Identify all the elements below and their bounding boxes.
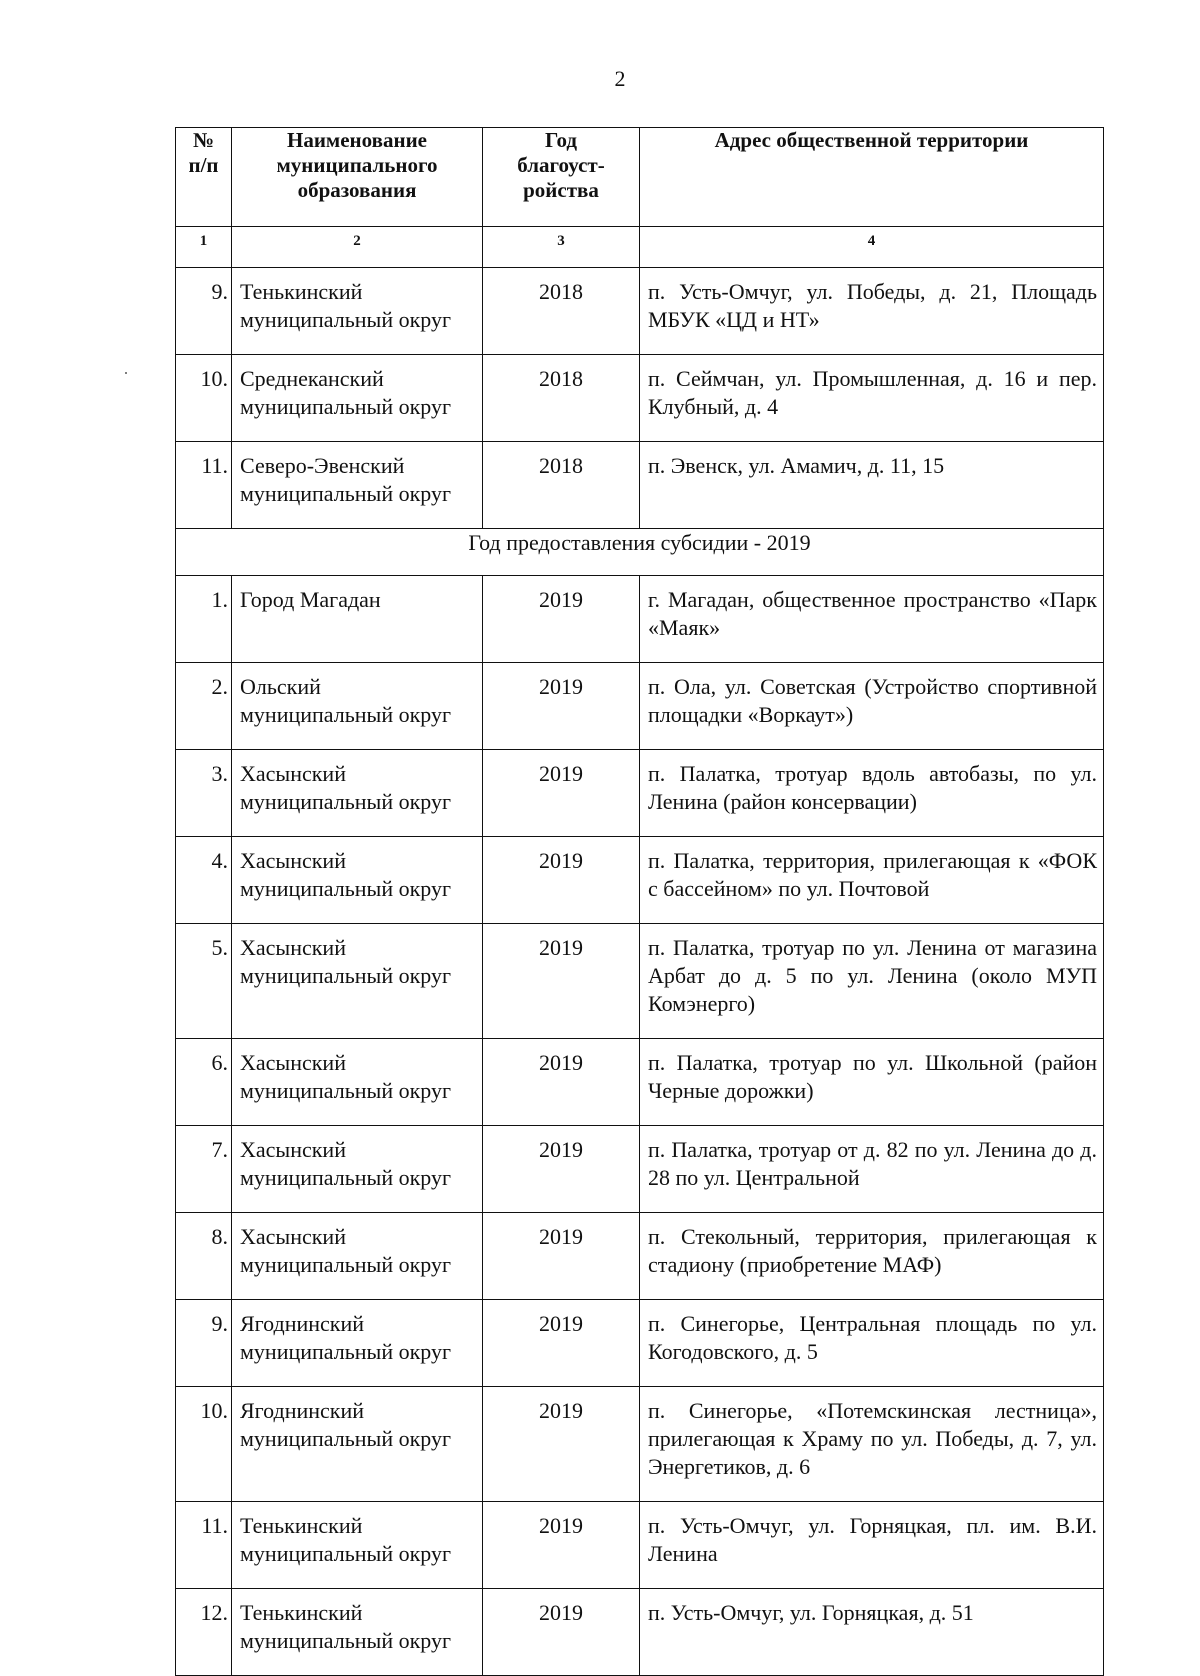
year-cell: 2019	[483, 663, 640, 750]
address-cell: г. Магадан, общественное пространство «Парк «Маяк»	[640, 576, 1104, 663]
row-number: 6.	[176, 1039, 232, 1126]
municipality-name: Хасынский муниципальный округ	[232, 1213, 483, 1300]
year-cell: 2018	[483, 268, 640, 355]
header-address: Адрес общественной территории	[640, 128, 1104, 227]
municipality-name: Ягоднинский муниципальный округ	[232, 1300, 483, 1387]
municipality-name: Город Магадан	[232, 576, 483, 663]
column-number-row	[176, 227, 1104, 268]
address-cell: п. Синегорье, Центральная площадь по ул. Когодовского, д. 5	[640, 1300, 1104, 1387]
address-cell: п. Палатка, тротуар от д. 82 по ул. Ленина до д. 28 по ул. Центральной	[640, 1126, 1104, 1213]
address-cell: п. Усть-Омчуг, ул. Победы, д. 21, Площадь МБУК «ЦД и НТ»	[640, 268, 1104, 355]
year-cell: 2019	[483, 1589, 640, 1676]
year-cell: 2019	[483, 750, 640, 837]
table-row	[176, 924, 1104, 1039]
table-row	[176, 1387, 1104, 1502]
municipality-name: Хасынский муниципальный округ	[232, 1039, 483, 1126]
municipality-name: Тенькинский муниципальный округ	[232, 1589, 483, 1676]
municipality-name: Хасынский муниципальный округ	[232, 837, 483, 924]
table-row	[176, 1502, 1104, 1589]
year-cell: 2018	[483, 355, 640, 442]
row-number: 5.	[176, 924, 232, 1039]
row-number: 10.	[176, 355, 232, 442]
scan-dot	[125, 372, 127, 374]
column-number: 3	[483, 227, 640, 268]
municipality-name: Ягоднинский муниципальный округ	[232, 1387, 483, 1502]
table-row	[176, 1126, 1104, 1213]
column-number: 4	[640, 227, 1104, 268]
address-cell: п. Усть-Омчуг, ул. Горняцкая, пл. им. В.И. Ленина	[640, 1502, 1104, 1589]
address-cell: п. Эвенск, ул. Амамич, д. 11, 15	[640, 442, 1104, 529]
row-number: 3.	[176, 750, 232, 837]
table-row	[176, 1039, 1104, 1126]
year-cell: 2019	[483, 837, 640, 924]
municipality-name: Тенькинский муниципальный округ	[232, 268, 483, 355]
address-cell: п. Стекольный, территория, прилегающая к стадиону (приобретение МАФ)	[640, 1213, 1104, 1300]
municipality-name: Ольский муниципальный округ	[232, 663, 483, 750]
row-number: 11.	[176, 442, 232, 529]
municipality-name: Северо-Эвенский муниципальный округ	[232, 442, 483, 529]
address-cell: п. Палатка, тротуар по ул. Школьной (район Черные дорожки)	[640, 1039, 1104, 1126]
table-row	[176, 268, 1104, 355]
table-row	[176, 355, 1104, 442]
row-number: 12.	[176, 1589, 232, 1676]
territory-table	[175, 127, 1104, 1676]
year-cell: 2019	[483, 1213, 640, 1300]
address-cell: п. Ола, ул. Советская (Устройство спортивной площадки «Воркаут»)	[640, 663, 1104, 750]
row-number: 4.	[176, 837, 232, 924]
year-cell: 2019	[483, 1300, 640, 1387]
address-cell: п. Палатка, территория, прилегающая к «ФОК с бассейном» по ул. Почтовой	[640, 837, 1104, 924]
section-title: Год предоставления субсидии - 2019	[176, 529, 1104, 576]
header-municipality: Наименование муниципального образования	[232, 128, 483, 227]
table-row	[176, 442, 1104, 529]
year-cell: 2018	[483, 442, 640, 529]
year-cell: 2019	[483, 1387, 640, 1502]
address-cell: п. Палатка, тротуар вдоль автобазы, по ул. Ленина (район консервации)	[640, 750, 1104, 837]
header-number: № п/п	[176, 128, 232, 227]
row-number: 9.	[176, 1300, 232, 1387]
year-cell: 2019	[483, 1126, 640, 1213]
address-cell: п. Усть-Омчуг, ул. Горняцкая, д. 51	[640, 1589, 1104, 1676]
year-cell: 2019	[483, 1039, 640, 1126]
page-number: 2	[614, 66, 626, 91]
address-cell: п. Синегорье, «Потемскинская лестница», прилегающая к Храму по ул. Победы, д. 7, ул. Энергетиков, д. 6	[640, 1387, 1104, 1502]
column-number: 2	[232, 227, 483, 268]
table-row	[176, 1589, 1104, 1676]
municipality-name: Хасынский муниципальный округ	[232, 1126, 483, 1213]
row-number: 1.	[176, 576, 232, 663]
municipality-name: Хасынский муниципальный округ	[232, 924, 483, 1039]
row-number: 8.	[176, 1213, 232, 1300]
year-cell: 2019	[483, 1502, 640, 1589]
row-number: 11.	[176, 1502, 232, 1589]
table-row	[176, 663, 1104, 750]
year-cell: 2019	[483, 576, 640, 663]
row-number: 7.	[176, 1126, 232, 1213]
address-cell: п. Сеймчан, ул. Промышленная, д. 16 и пер. Клубный, д. 4	[640, 355, 1104, 442]
municipality-name: Тенькинский муниципальный округ	[232, 1502, 483, 1589]
year-cell: 2019	[483, 924, 640, 1039]
column-number: 1	[176, 227, 232, 268]
address-cell: п. Палатка, тротуар по ул. Ленина от магазина Арбат до д. 5 по ул. Ленина (около МУП Комэнерго)	[640, 924, 1104, 1039]
municipality-name: Хасынский муниципальный округ	[232, 750, 483, 837]
row-number: 2.	[176, 663, 232, 750]
header-year: Год благоуст- ройства	[483, 128, 640, 227]
table-row	[176, 1300, 1104, 1387]
table-row	[176, 750, 1104, 837]
section-row	[176, 529, 1104, 576]
row-number: 9.	[176, 268, 232, 355]
row-number: 10.	[176, 1387, 232, 1502]
table-row	[176, 576, 1104, 663]
table-row	[176, 1213, 1104, 1300]
municipality-name: Среднеканский муниципальный округ	[232, 355, 483, 442]
table-header-row	[176, 128, 1104, 227]
table-row	[176, 837, 1104, 924]
